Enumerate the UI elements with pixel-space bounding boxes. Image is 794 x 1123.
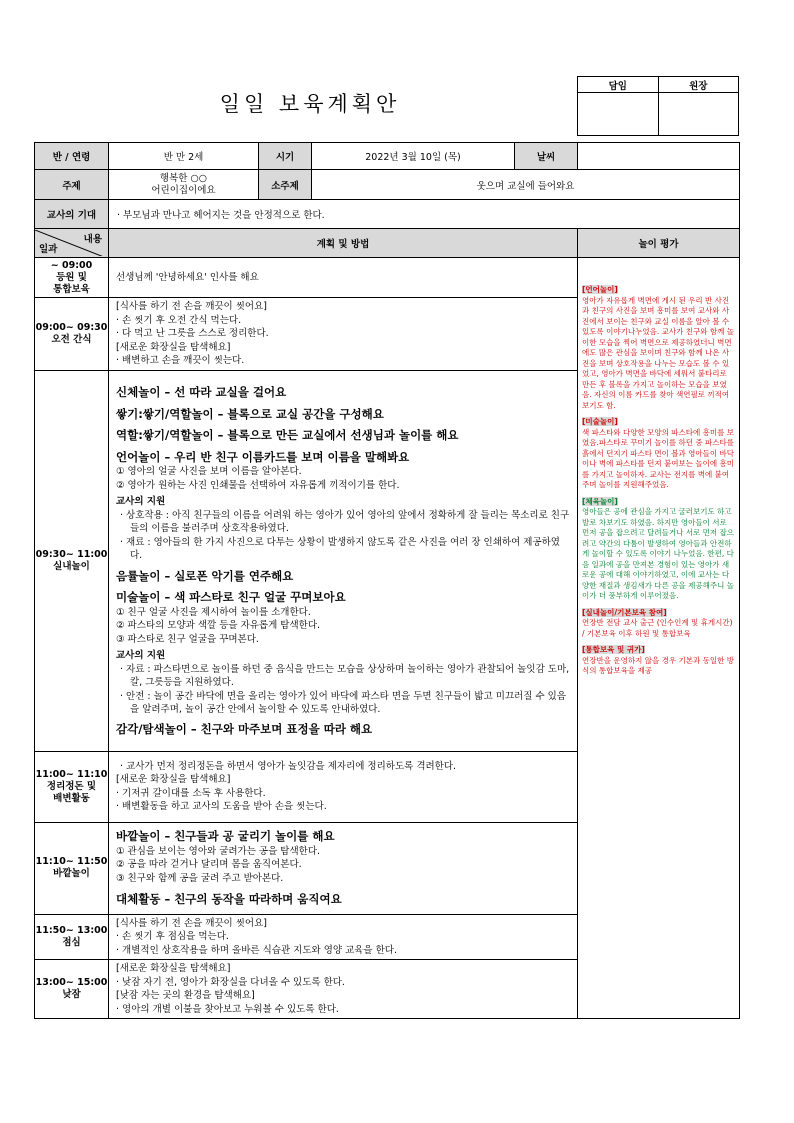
expect-value: · 부모님과 만나고 헤어지는 것을 안정적으로 한다. <box>109 200 740 229</box>
approval-director-sign[interactable] <box>658 93 739 136</box>
time-text: 13:00~ 15:00 <box>35 977 108 988</box>
activity-heading: 감각/탐색놀이 – 친구와 마주보며 표정을 따라 해요 <box>116 721 373 736</box>
schedule-time-7 <box>35 960 109 1019</box>
class-label: 반 / 연령 <box>35 143 109 170</box>
plan-cell-6 <box>109 914 578 960</box>
diagonal-header <box>35 229 109 258</box>
plan-line: [식사를 하기 전 손을 깨끗이 씻어요] <box>116 301 267 312</box>
plan-line: · 배변활동을 하고 교사의 도움을 받아 손을 씻는다. <box>116 801 327 812</box>
plan-line: · 교사가 먼저 정리정돈을 하면서 영아가 놀잇감을 제자리에 정리하도록 격려한다. <box>120 760 457 772</box>
header-content-label: 내용 <box>83 234 102 245</box>
eval-text-language: 영아가 자유롭게 벽면에 게시 된 우리 반 사진과 친구의 사진을 보며 흥미를 보여 교사와 사진에서 보이는 친구와 교실 이름을 알아 볼 수 있도록 이야기나누었음. 교사가 친구와 함께 놀이한 모습을 찍어 벽면으로 제공하였더니 벽면에도 많은 관심을 보이며 친구와 함께 나온 사진을 보며 상호작용을 나누는 모습도 볼 수 있었고, 영아가 벽면을 바닥에 세워서 붙타리로 만든 후 블록을 가지고 놀이하는 모습을 보였음. 자신의 이름 카드를 찾아 색연필로 끼적여보기도 함. <box>582 295 734 410</box>
schedule-time-6 <box>35 914 109 960</box>
approval-teacher-label: 담임 <box>578 77 659 93</box>
plan-line: ③ 친구와 함께 공을 굴려 주고 받아본다. <box>116 872 284 884</box>
plan-line: · 손 씻기 후 오전 간식 먹는다. <box>116 314 242 326</box>
time-text: 11:10~ 11:50 <box>35 856 108 867</box>
support-heading: 교사의 지원 <box>116 496 166 507</box>
header-schedule-label: 일과 <box>39 244 58 255</box>
activity-heading: 대체활동 – 친구의 동작을 따라하며 움직여요 <box>116 892 342 907</box>
plan-line: [새로운 화장실을 탐색해요] <box>116 963 231 974</box>
schedule-time-5 <box>35 822 109 914</box>
header-eval: 놀이 평가 <box>578 229 740 258</box>
subtheme-value: 웃으며 교실에 들어와요 <box>312 170 740 200</box>
plan-line: · 기저귀 갈이대를 소독 후 사용한다. <box>116 787 266 799</box>
activity-name: 등원 및 <box>56 271 87 283</box>
plan-line: · 상호작용 : 아직 친구들의 이름을 어려워 하는 영아가 있어 영아의 앞에서 정확하게 잘 들리는 목소리로 친구들의 이름을 불러주며 상호작용하였다. <box>120 509 570 534</box>
plan-line: [새로운 화장실을 탐색해요] <box>116 341 231 353</box>
plan-line: · 배변하고 손을 깨끗이 씻는다. <box>116 355 245 366</box>
plan-line: [새로운 화장실을 탐색해요] <box>116 774 231 785</box>
subtheme-label: 소주제 <box>259 170 312 200</box>
plan-line: ① 영아의 얼굴 사진을 보며 이름을 알아본다. <box>116 466 302 477</box>
time-text: 09:00~ 09:30 <box>35 321 108 333</box>
activity-heading: 쌓기:쌓기/역할놀이 – 블록으로 교실 공간을 구성해요 <box>116 406 384 421</box>
activity-name: 낮잠 <box>62 989 81 1000</box>
eval-text-physical: 영아들은 공에 관심을 가지고 굴러보기도 하고 발로 차보기도 하였음. 하지만 영아들이 서로 먼저 공을 잡으려고 달려들거나 서로 먼저 잡으려고 약간의 다툼이 발생하여 영아들과 안전하게 놀이할 수 있도록 이야기 나누었음. 한편, 다음 일과에 공을 만져본 경험이 있는 영아가 새로운 공에 대해 이야기하였고, 이에 교사는 다양한 재질과 생김새가 다른 공을 제공해주니 놀이가 더 풍부하게 이루어졌음. <box>582 507 734 600</box>
plan-line: [낮잠 자는 곳의 환경을 탐색해요] <box>116 990 255 1001</box>
activity-heading: 언어놀이 – 우리 반 친구 이름카드를 보며 이름을 말해봐요 <box>116 449 410 464</box>
approval-box <box>577 76 739 136</box>
approval-teacher-sign[interactable] <box>578 93 659 136</box>
theme-value <box>109 170 259 200</box>
activity-heading: 음률놀이 – 실로폰 악기를 연주해요 <box>116 568 294 583</box>
plan-line: ① 관심을 보이는 영아와 굴려가는 공을 탐색한다. <box>116 845 321 857</box>
plan-line: · 재료 : 영아들의 한 가지 사진으로 다투는 상황이 발생하지 않도록 같은 사진을 여러 장 인쇄하여 제공하였다. <box>120 536 560 561</box>
activity-name: 정리정돈 및 <box>46 780 97 792</box>
eval-text-art: 색 파스타와 다양한 모양의 파스타에 흥미를 보였음.파스타로 꾸미기 놀이를 하던 중 파스타를 흙에서 던지기 파스타 면이 볼과 영아들이 바닥이나 벽에 파스타를 던져 붙여보는 놀이에 흥미를 가지고 놀이하자. 교사는 전지를 벽에 붙여주며 놀이를 지원해주었음. <box>582 427 734 489</box>
plan-line: [식사를 하기 전 손을 깨끗이 씻어요] <box>116 917 267 929</box>
plan-line: ② 영아가 원하는 사진 인쇄물을 선택하여 자유롭게 끼적이기를 한다. <box>116 479 400 491</box>
plan-cell-5 <box>109 822 578 914</box>
eval-title-indoor: [실내놀이/기본보육 참여] <box>582 607 667 617</box>
time-text: ~ 09:00 <box>50 259 93 271</box>
activity-name: 바깥놀이 <box>53 868 90 879</box>
schedule-time-4 <box>35 751 109 822</box>
eval-title-art: [미술놀이] <box>582 417 618 426</box>
activity-name: 실내놀이 <box>53 560 90 572</box>
expect-label: 교사의 기대 <box>35 200 109 229</box>
activity-name: 점심 <box>62 936 81 948</box>
plan-line: ② 공을 따라 걷거나 달리며 몸을 움직여본다. <box>116 859 302 871</box>
activity-heading: 미술놀이 – 색 파스타로 친구 얼굴 꾸며보아요 <box>116 590 346 604</box>
time-label: 시기 <box>259 143 312 170</box>
plan-line: · 영아의 개별 이불을 찾아보고 누워볼 수 있도록 한다. <box>116 1003 339 1015</box>
eval-title-integrated: [통합보육 및 귀가] <box>582 645 645 654</box>
plan-line: ① 친구 얼굴 사진을 제시하여 놀이를 소개한다. <box>116 606 311 618</box>
approval-director-label: 원장 <box>658 77 739 93</box>
plan-line: · 안전 : 놀이 공간 바닥에 면을 올리는 영아가 있어 바닥에 파스타 면을 두면 친구들이 밟고 미끄러질 수 있음을 알려주며, 놀이 공간 안에서 놀이할 수 있도록 안내하였다. <box>120 690 567 715</box>
plan-line: · 낮잠 자기 전, 영아가 화장실을 다녀올 수 있도록 한다. <box>116 976 345 988</box>
plan-table <box>34 142 740 1019</box>
time-text: 09:30~ 11:00 <box>35 548 108 560</box>
activity-heading: 바깥놀이 – 친구들과 공 굴리기 놀이를 해요 <box>116 829 335 844</box>
activity-heading: 신체놀이 – 선 따라 교실을 걸어요 <box>116 385 287 399</box>
time-text: 11:00~ 11:10 <box>35 768 108 780</box>
weather-label: 날씨 <box>515 143 578 170</box>
weather-value[interactable] <box>578 143 740 170</box>
activity-heading: 역할:쌓기/역할놀이 – 블록으로 만든 교실에서 선생님과 놀이를 해요 <box>116 428 459 442</box>
eval-title-language: [언어놀이] <box>582 285 618 294</box>
time-value: 2022년 3월 10일 (목) <box>312 143 515 170</box>
plan-line: · 자료 : 파스타면으로 놀이를 하던 중 음식을 만드는 모습을 상상하며 놀이하는 영아가 관찰되어 놀잇감 도마, 칼, 그릇등을 지원하였다. <box>120 663 570 688</box>
schedule-time-1 <box>35 258 109 298</box>
header-plan: 계획 및 방법 <box>109 229 578 258</box>
plan-line: ② 파스타의 모양과 색깔 등을 자유롭게 탐색한다. <box>116 620 321 631</box>
time-text: 11:50~ 13:00 <box>35 924 108 936</box>
eval-text-indoor: 연장반 전담 교사 출근 (인수인계 및 휴게시간) / 기본보육 이후 하원 및 통합보육 <box>582 618 733 638</box>
theme-line-1: 행복한 ○○ <box>159 172 208 184</box>
plan-line: ③ 파스타로 친구 얼굴을 꾸며본다. <box>116 633 259 645</box>
evaluation-cell <box>578 258 740 1019</box>
plan-cell-3 <box>109 370 578 751</box>
plan-cell-7 <box>109 960 578 1019</box>
plan-cell-2 <box>109 298 578 371</box>
activity-name: 배변활동 <box>53 792 90 804</box>
theme-label: 주제 <box>35 170 109 200</box>
activity-name: 통합보육 <box>53 283 90 295</box>
eval-text-integrated: 연장반을 운영하지 않을 경우 기본과 동일한 방식의 통합보육을 제공 <box>582 655 734 675</box>
plan-line: · 개별적인 상호작용을 하며 올바른 식습관 지도와 영양 교육을 한다. <box>116 944 397 956</box>
schedule-time-3 <box>35 370 109 751</box>
schedule-time-2 <box>35 298 109 371</box>
plan-cell-1: 선생님께 '안녕하세요' 인사를 해요 <box>109 258 578 298</box>
theme-line-2: 어린이집이에요 <box>151 184 216 196</box>
support-heading: 교사의 지원 <box>116 650 166 661</box>
page-title: 일일 보육계획안 <box>219 92 401 116</box>
plan-line: · 손 씻기 후 점심을 먹는다. <box>116 931 229 942</box>
plan-cell-4 <box>109 751 578 822</box>
eval-title-physical: [체육놀이] <box>582 496 618 506</box>
class-value: 반 만 2세 <box>109 143 259 170</box>
activity-name: 오전 간식 <box>51 333 92 345</box>
plan-line: · 다 먹고 난 그릇을 스스로 정리한다. <box>116 328 269 339</box>
